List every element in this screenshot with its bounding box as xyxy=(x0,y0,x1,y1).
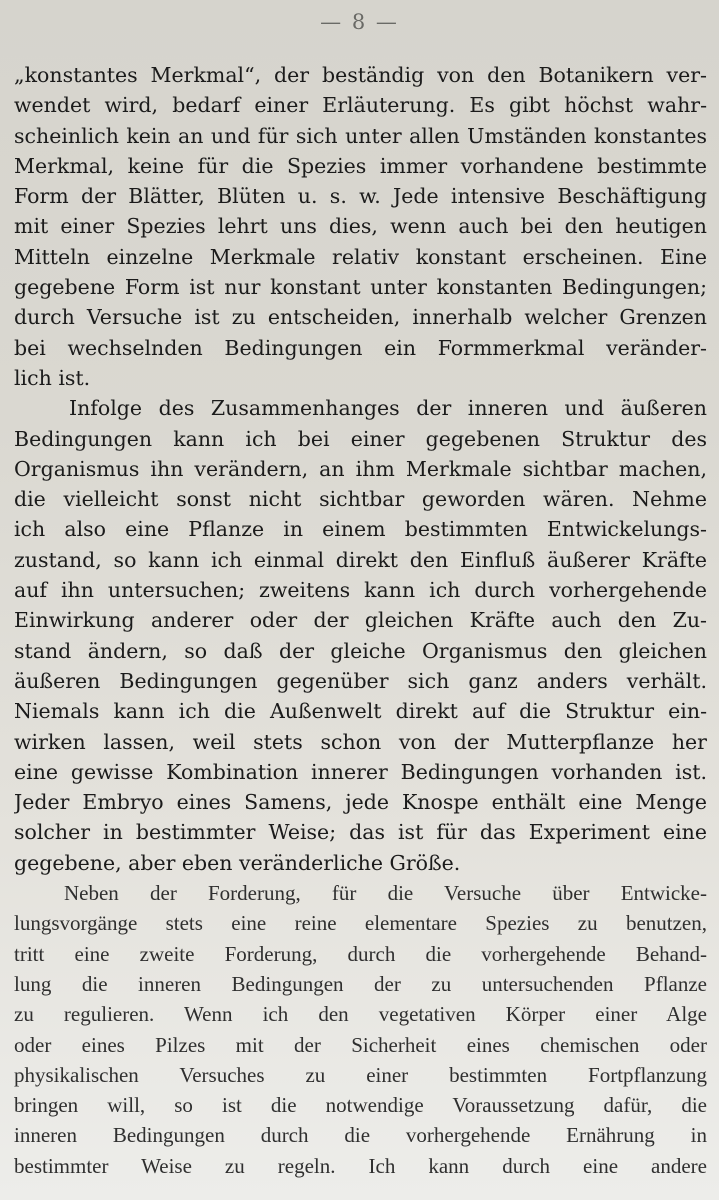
text-line: bei wechselnden Bedingungen ein Formmerkmal veränder- xyxy=(14,335,707,360)
text-line: Organismus ihn verändern, an ihm Merkmale sichtbar machen, xyxy=(14,456,707,481)
text-line: Neben der Forderung, für die Versuche über Entwicke- xyxy=(64,881,707,906)
text-line: Mitteln einzelne Merkmale relativ konstant erscheinen. Eine xyxy=(14,244,707,269)
text-line: durch Versuche ist zu entscheiden, innerhalb welcher Grenzen xyxy=(14,305,707,330)
text-line: mit einer Spezies lehrt uns dies, wenn auch bei den heutigen xyxy=(14,214,707,239)
text-line: „konstantes Merkmal“, der beständig von den Botanikern ver- xyxy=(14,63,707,87)
text-line: gegebene, aber eben veränderliche Größe. xyxy=(14,850,461,875)
text-line: Form der Blätter, Blüten u. s. w. Jede intensive Beschäftigung xyxy=(14,184,707,209)
text-line: gegebene Form ist nur konstant unter konstanten Bedingungen; xyxy=(14,275,707,300)
text-line: scheinlich kein an und für sich unter allen Umständen konstantes xyxy=(14,123,707,148)
body-text xyxy=(14,60,707,1181)
paragraph-3 xyxy=(14,878,707,1181)
text-line: äußeren Bedingungen gegenüber sich ganz anders verhält. xyxy=(14,668,707,693)
text-line: zu regulieren. Wenn ich den vegetativen Körper einer Alge xyxy=(14,1002,707,1027)
text-line: stand ändern, so daß der gleiche Organismus den gleichen xyxy=(14,638,707,663)
text-line: Merkmal, keine für die Spezies immer vorhandene bestimmte xyxy=(14,153,707,178)
text-line: lungsvorgänge stets eine reine elementare Spezies zu benutzen, xyxy=(14,911,707,936)
text-line: Infolge des Zusammenhanges der inneren und äußeren xyxy=(69,396,707,421)
text-line: Bedingungen kann ich bei einer gegebenen Struktur des xyxy=(14,426,707,451)
text-line: Jeder Embryo eines Samens, jede Knospe enthält eine Menge xyxy=(14,790,707,815)
text-line: ich also eine Pflanze in einem bestimmten Entwickelungs- xyxy=(14,517,707,542)
text-line: wirken lassen, weil stets schon von der Mutterpflanze her xyxy=(14,729,707,754)
text-line: die vielleicht sonst nicht sichtbar geworden wären. Nehme xyxy=(14,487,707,512)
page-number: — 8 — xyxy=(320,10,399,34)
text-line: zustand, so kann ich einmal direkt den Einfluß äußerer Kräfte xyxy=(14,547,707,572)
paragraph-2 xyxy=(14,393,707,878)
text-line: tritt eine zweite Forderung, durch die vorhergehende Behand- xyxy=(14,941,707,966)
text-line: inneren Bedingungen durch die vorhergehende Ernährung in xyxy=(14,1123,707,1148)
text-line: bestimmter Weise zu regeln. Ich kann durch eine andere xyxy=(14,1153,707,1178)
text-line: oder eines Pilzes mit der Sicherheit eines chemischen oder xyxy=(14,1032,707,1057)
text-line: Einwirkung anderer oder der gleichen Kräfte auch den Zu- xyxy=(14,608,707,633)
text-line: lung die inneren Bedingungen der zu untersuchenden Pflanze xyxy=(14,971,707,996)
text-line: solcher in bestimmter Weise; das ist für das Experiment eine xyxy=(14,820,707,845)
text-line: eine gewisse Kombination innerer Bedingungen vorhanden ist. xyxy=(14,759,707,784)
paragraph-1 xyxy=(14,60,707,393)
text-line: bringen will, so ist die notwendige Voraussetzung dafür, die xyxy=(14,1093,707,1118)
text-line: Niemals kann ich die Außenwelt direkt auf die Struktur ein- xyxy=(14,699,707,724)
text-line: physikalischen Versuches zu einer bestimmten Fortpflanzung xyxy=(14,1062,707,1087)
text-line: lich ist. xyxy=(14,365,91,390)
text-line: auf ihn untersuchen; zweitens kann ich durch vorhergehende xyxy=(14,578,707,603)
text-line: wendet wird, bedarf einer Erläuterung. Es gibt höchst wahr- xyxy=(14,93,707,118)
